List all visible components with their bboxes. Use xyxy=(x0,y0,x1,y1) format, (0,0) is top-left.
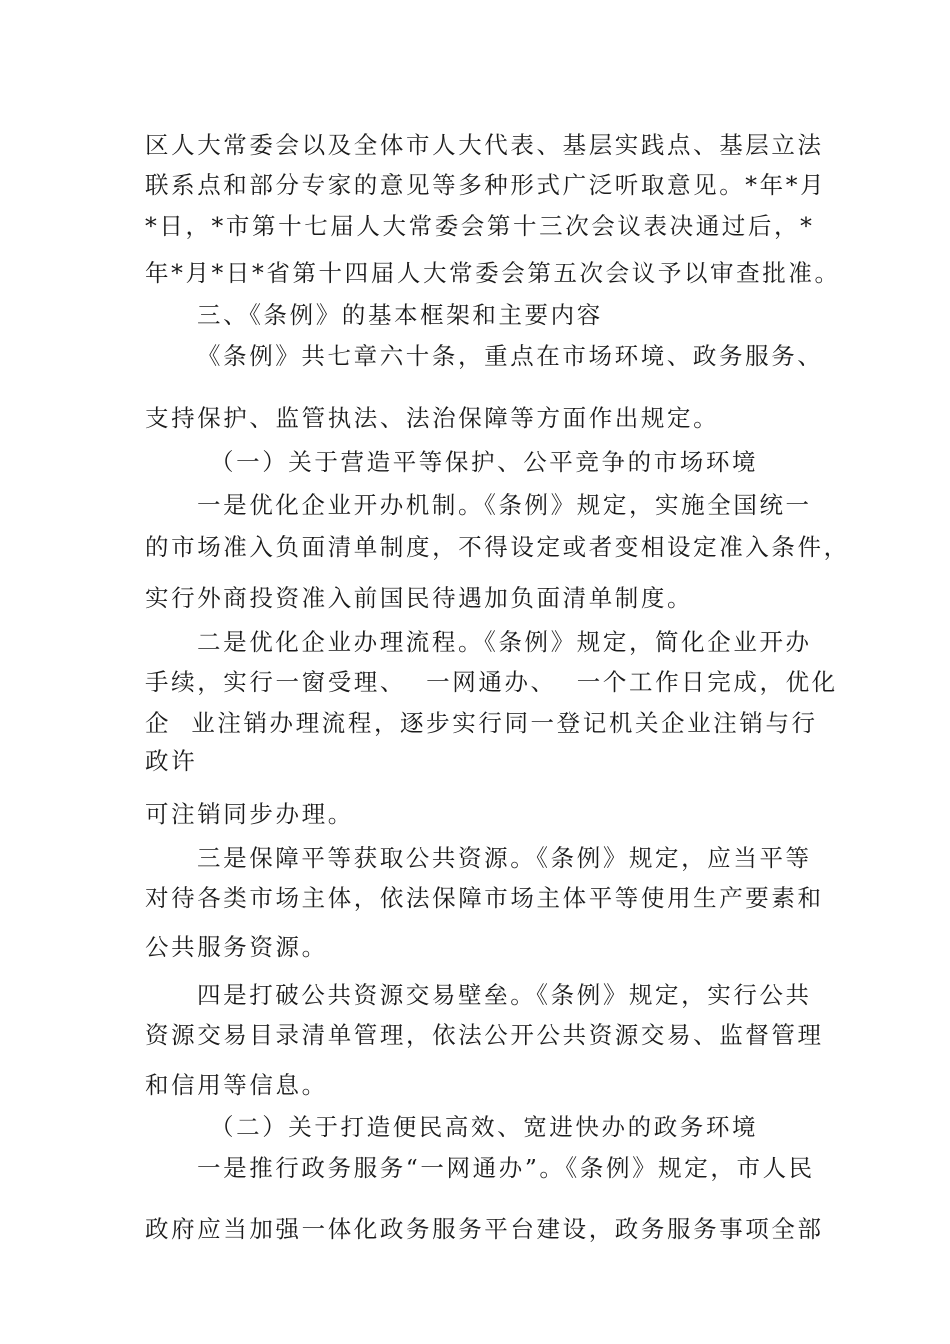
body-text-line: 的市场准入负面清单制度，不得设定或者变相设定准入条件， xyxy=(145,533,850,561)
body-text-line: 区人大常委会以及全体市人大代表、基层实践点、基层立法 xyxy=(145,131,824,159)
body-text-line: 政府应当加强一体化政务服务平台建设，政务服务事项全部 xyxy=(145,1215,824,1243)
body-text-line: 对待各类市场主体，依法保障市场主体平等使用生产要素和 xyxy=(145,884,824,912)
body-text-line: 实行外商投资准入前国民待遇加负面清单制度。 xyxy=(145,584,694,612)
section-heading: 三、《条例》的基本框架和主要内容 xyxy=(197,301,603,329)
body-text-line: 企 业注销办理流程，逐步实行同一登记机关企业注销与行 xyxy=(145,709,818,737)
body-text-line: *日，*市第十七届人大常委会第十三次会议表决通过后，* xyxy=(145,212,815,240)
subsection-heading: （一）关于营造平等保护、公平竞争的市场环境 xyxy=(210,448,759,476)
subsection-heading: （二）关于打造便民高效、宽进快办的政务环境 xyxy=(210,1113,759,1141)
body-text-line: 支持保护、监管执法、法治保障等方面作出规定。 xyxy=(145,404,720,432)
body-text-line: 手续，实行一窗受理、 一网通办、 一个工作日完成，优化 xyxy=(145,668,838,696)
body-text-line: 公共服务资源。 xyxy=(145,933,328,961)
body-text-line: 可注销同步办理。 xyxy=(145,800,354,828)
body-text-line: 一是推行政务服务“一网通办”。《条例》规定，市人民 xyxy=(197,1154,815,1182)
body-text-line: 三是保障平等获取公共资源。《条例》规定，应当平等 xyxy=(197,844,812,872)
body-text-line: 和信用等信息。 xyxy=(145,1071,328,1099)
body-text-line: 资源交易目录清单管理，依法公开公共资源交易、监督管理 xyxy=(145,1021,824,1049)
body-text-line: 联系点和部分专家的意见等多种形式广泛听取意见。*年*月 xyxy=(145,171,827,199)
body-text-line: 一是优化企业开办机制。《条例》规定，实施全国统一 xyxy=(197,491,812,519)
body-text-line: 四是打破公共资源交易壁垒。《条例》规定，实行公共 xyxy=(197,981,812,1009)
body-text-line: 年*月*日*省第十四届人大常委会第五次会议予以审查批准。 xyxy=(145,259,841,287)
body-text-line: 二是优化企业办理流程。《条例》规定，简化企业开办 xyxy=(197,628,812,656)
body-text-line: 政许 xyxy=(145,747,198,775)
body-text-line: 《条例》共七章六十条，重点在市场环境、政务服务、 xyxy=(197,342,824,370)
